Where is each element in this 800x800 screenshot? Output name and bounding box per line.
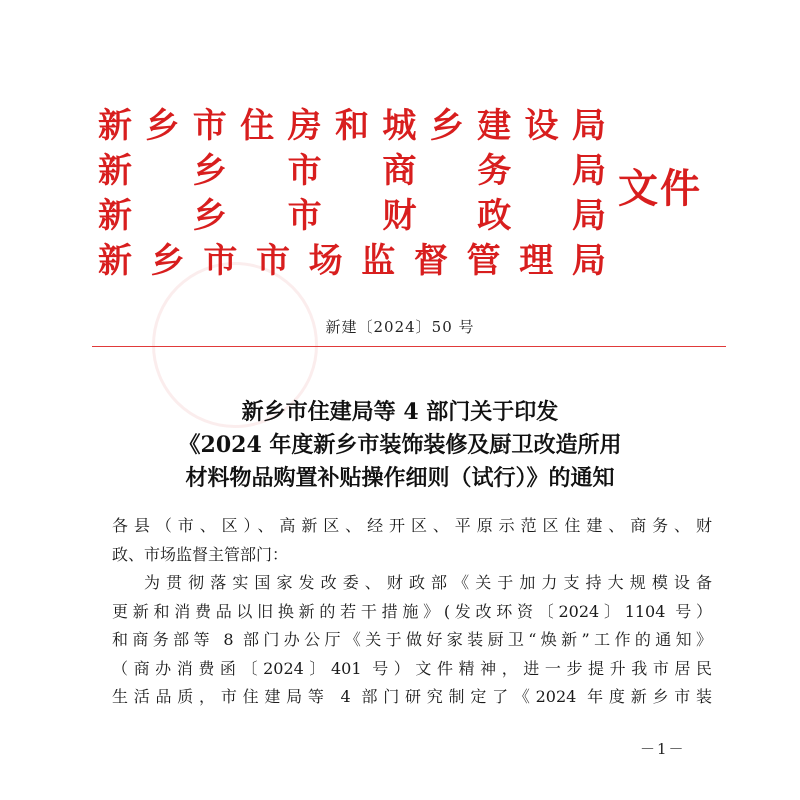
issuer-char: 新 <box>98 241 132 281</box>
red-divider <box>92 346 726 347</box>
issuer-char: 乡 <box>192 151 227 191</box>
issuer-char: 商 <box>382 151 417 191</box>
issuer-char: 财 <box>382 196 417 236</box>
body-line-paragraph: 和商务部等 8 部门办公厅《关于做好家装厨卫“焕新”工作的通知》 <box>112 630 712 649</box>
body-line-addressees: 各县（市、区）、高新区、经开区、平原示范区住建、商务、财 <box>112 516 712 535</box>
issuer-char: 理 <box>519 241 554 281</box>
issuer-char: 新 <box>98 196 132 236</box>
issuer-char: 市 <box>255 241 290 281</box>
issuer-char: 市 <box>203 241 238 281</box>
body-line-addressees-end: 政、市场监督主管部门： <box>112 544 289 564</box>
document-kind-label: 文件 <box>618 165 702 212</box>
issuer-char: 乡 <box>150 241 185 281</box>
issuer-char: 新 <box>98 151 132 191</box>
issuer-char: 乡 <box>429 106 464 146</box>
document-number: 新建〔2024〕50 号 <box>325 318 475 336</box>
issuer-char: 管 <box>466 241 501 281</box>
title-line: 新乡市住建局等 4 部门关于印发 <box>241 399 559 425</box>
issuer-char: 政 <box>477 196 512 236</box>
page-number: －1－ <box>640 740 686 758</box>
issuer-char: 务 <box>477 151 512 191</box>
issuer-char: 局 <box>571 196 606 236</box>
issuer-char: 城 <box>382 106 417 146</box>
issuer-char: 市 <box>192 106 227 146</box>
issuer-housing-bureau <box>97 104 607 149</box>
issuer-char: 监 <box>361 241 396 281</box>
issuer-char: 和 <box>334 106 369 146</box>
notice-title <box>0 396 800 495</box>
issuer-market-regulation-bureau <box>97 239 607 284</box>
issuer-char: 房 <box>287 106 322 146</box>
body-line-paragraph: 更新和消费品以旧换新的若干措施》(发改环资〔2024〕1104 号） <box>112 601 712 621</box>
issuer-char: 局 <box>571 151 606 191</box>
issuer-char: 市 <box>287 151 322 191</box>
body-line-paragraph: （商办消费函〔2024〕401 号）文件精神，进一步提升我市居民 <box>112 658 712 678</box>
issuer-commerce-bureau <box>97 149 607 194</box>
issuer-char: 局 <box>571 241 606 281</box>
title-line: 材料物品购置补贴操作细则（试行）》的通知 <box>185 465 615 491</box>
body-line-paragraph: 为贯彻落实国家发改委、财政部《关于加力支持大规模设备 <box>144 573 712 592</box>
notice-body <box>112 512 712 712</box>
issuer-char: 市 <box>287 196 322 236</box>
issuer-char: 乡 <box>192 196 227 236</box>
issuer-char: 督 <box>413 241 448 281</box>
issuer-char: 建 <box>477 106 512 146</box>
issuing-authorities <box>97 104 607 284</box>
issuer-char: 设 <box>524 106 559 146</box>
issuer-finance-bureau <box>97 194 607 239</box>
issuer-char: 场 <box>308 241 343 281</box>
body-line-paragraph: 生活品质，市住建局等 4 部门研究制定了《2024 年度新乡市装 <box>112 687 712 706</box>
issuer-char: 局 <box>571 106 606 146</box>
title-line: 《2024 年度新乡市装饰装修及厨卫改造所用 <box>178 432 622 458</box>
issuer-char: 住 <box>240 106 275 146</box>
issuer-char: 新 <box>98 106 132 146</box>
issuer-char: 乡 <box>145 106 180 146</box>
